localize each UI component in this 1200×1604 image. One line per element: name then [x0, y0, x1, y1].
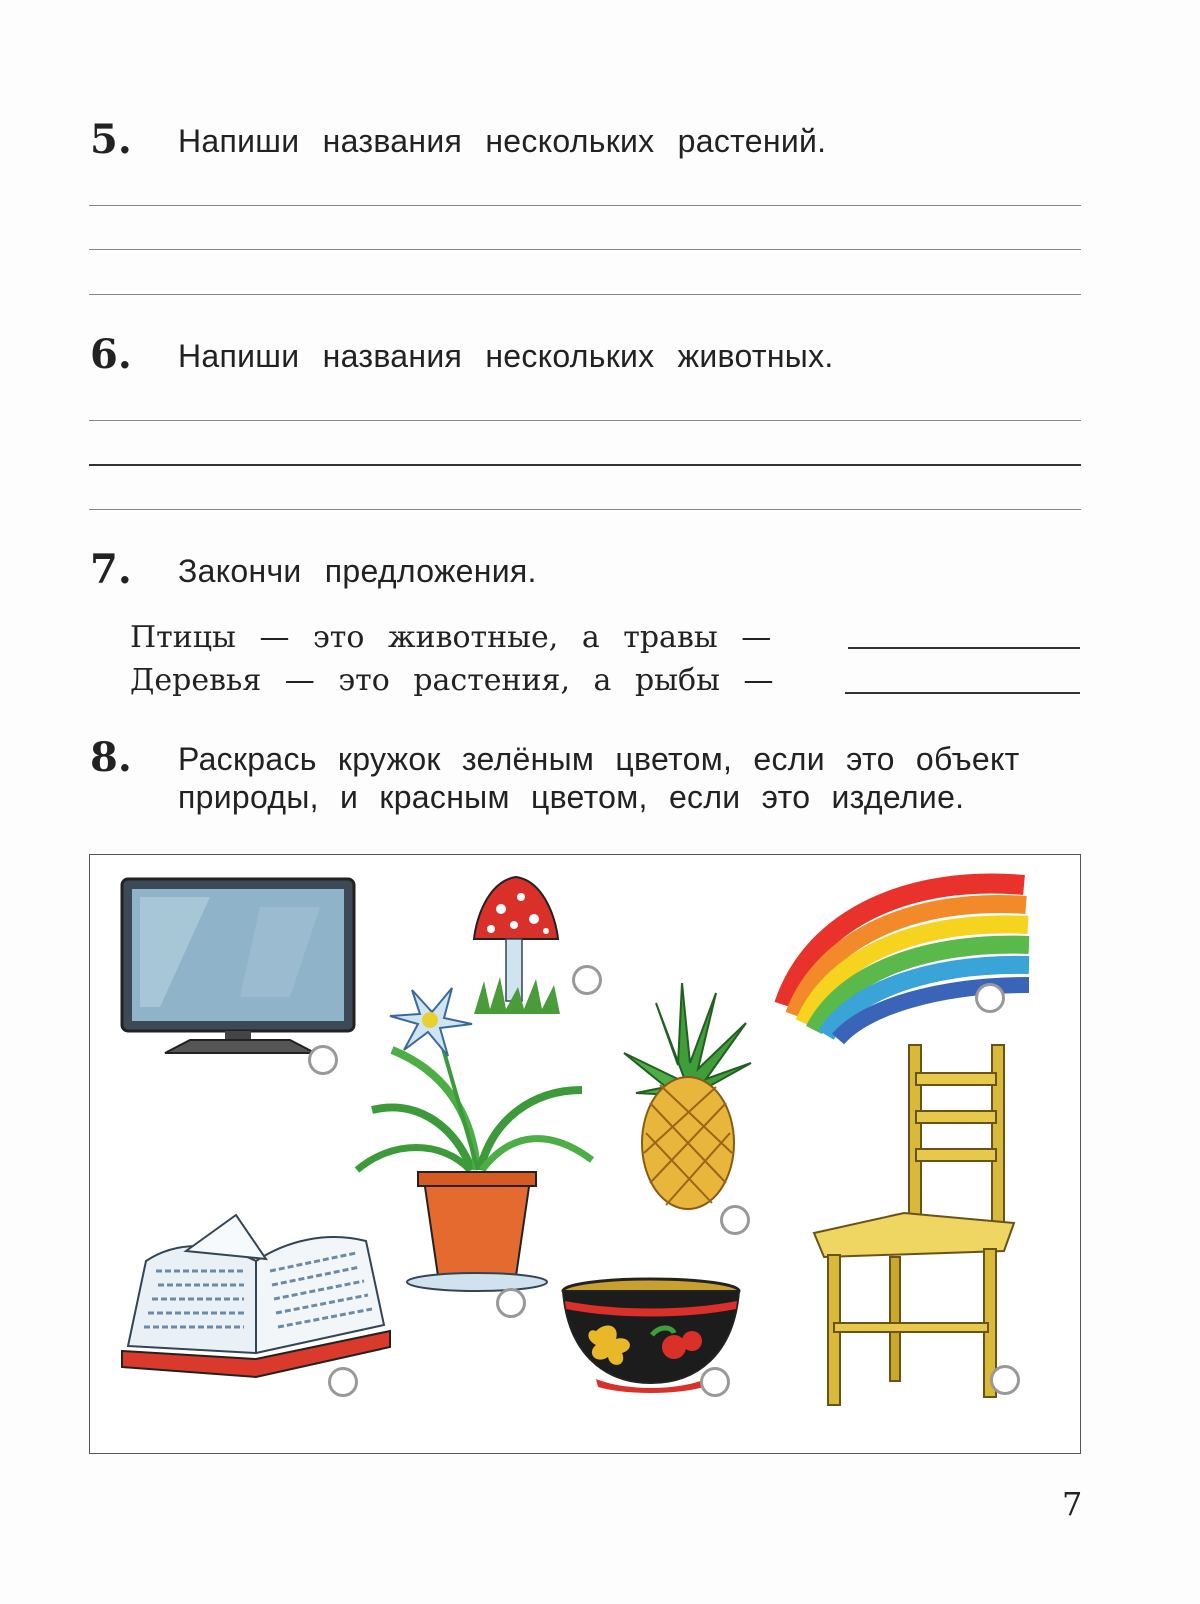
tv-icon: [120, 877, 360, 1057]
task-8-text-line2: природы, и красным цветом, если это изделие.: [178, 779, 965, 815]
sentence-2-blank[interactable]: [845, 692, 1080, 694]
pineapple-icon: [616, 983, 756, 1213]
page-number: 7: [1062, 1485, 1083, 1523]
answer-line[interactable]: [89, 249, 1081, 250]
task-5-number: 5.: [90, 116, 132, 163]
chair-icon: [804, 1043, 1024, 1413]
book-color-circle[interactable]: [328, 1367, 358, 1397]
sentence-1: Птицы — это животные, а травы —: [130, 620, 772, 655]
bowl-color-circle[interactable]: [700, 1367, 730, 1397]
book-icon: [116, 1201, 396, 1381]
sentence-1-blank[interactable]: [848, 647, 1080, 649]
rainbow-color-circle[interactable]: [975, 983, 1005, 1013]
task-6-text: Напиши названия нескольких животных.: [178, 338, 834, 374]
answer-line[interactable]: [89, 294, 1081, 295]
flower-color-circle[interactable]: [496, 1288, 526, 1318]
answer-line[interactable]: [89, 205, 1081, 206]
rainbow-icon: [774, 865, 1034, 1045]
task-8-text-line1: Раскрась кружок зелёным цветом, если это объект: [178, 741, 1020, 777]
answer-line[interactable]: [89, 420, 1081, 421]
task-7-text: Закончи предложения.: [178, 553, 537, 589]
answer-line[interactable]: [89, 464, 1081, 466]
sentence-2: Деревья — это растения, а рыбы —: [130, 663, 774, 698]
chair-color-circle[interactable]: [990, 1365, 1020, 1395]
tv-color-circle[interactable]: [308, 1045, 338, 1075]
task-7-number: 7.: [90, 546, 132, 593]
task-8-number: 8.: [90, 734, 132, 781]
pineapple-color-circle[interactable]: [720, 1205, 750, 1235]
pictures-frame: [89, 854, 1081, 1454]
task-6-number: 6.: [90, 331, 132, 378]
task-5-text: Напиши названия нескольких растений.: [178, 123, 827, 159]
answer-line[interactable]: [89, 509, 1081, 510]
mushroom-color-circle[interactable]: [572, 965, 602, 995]
